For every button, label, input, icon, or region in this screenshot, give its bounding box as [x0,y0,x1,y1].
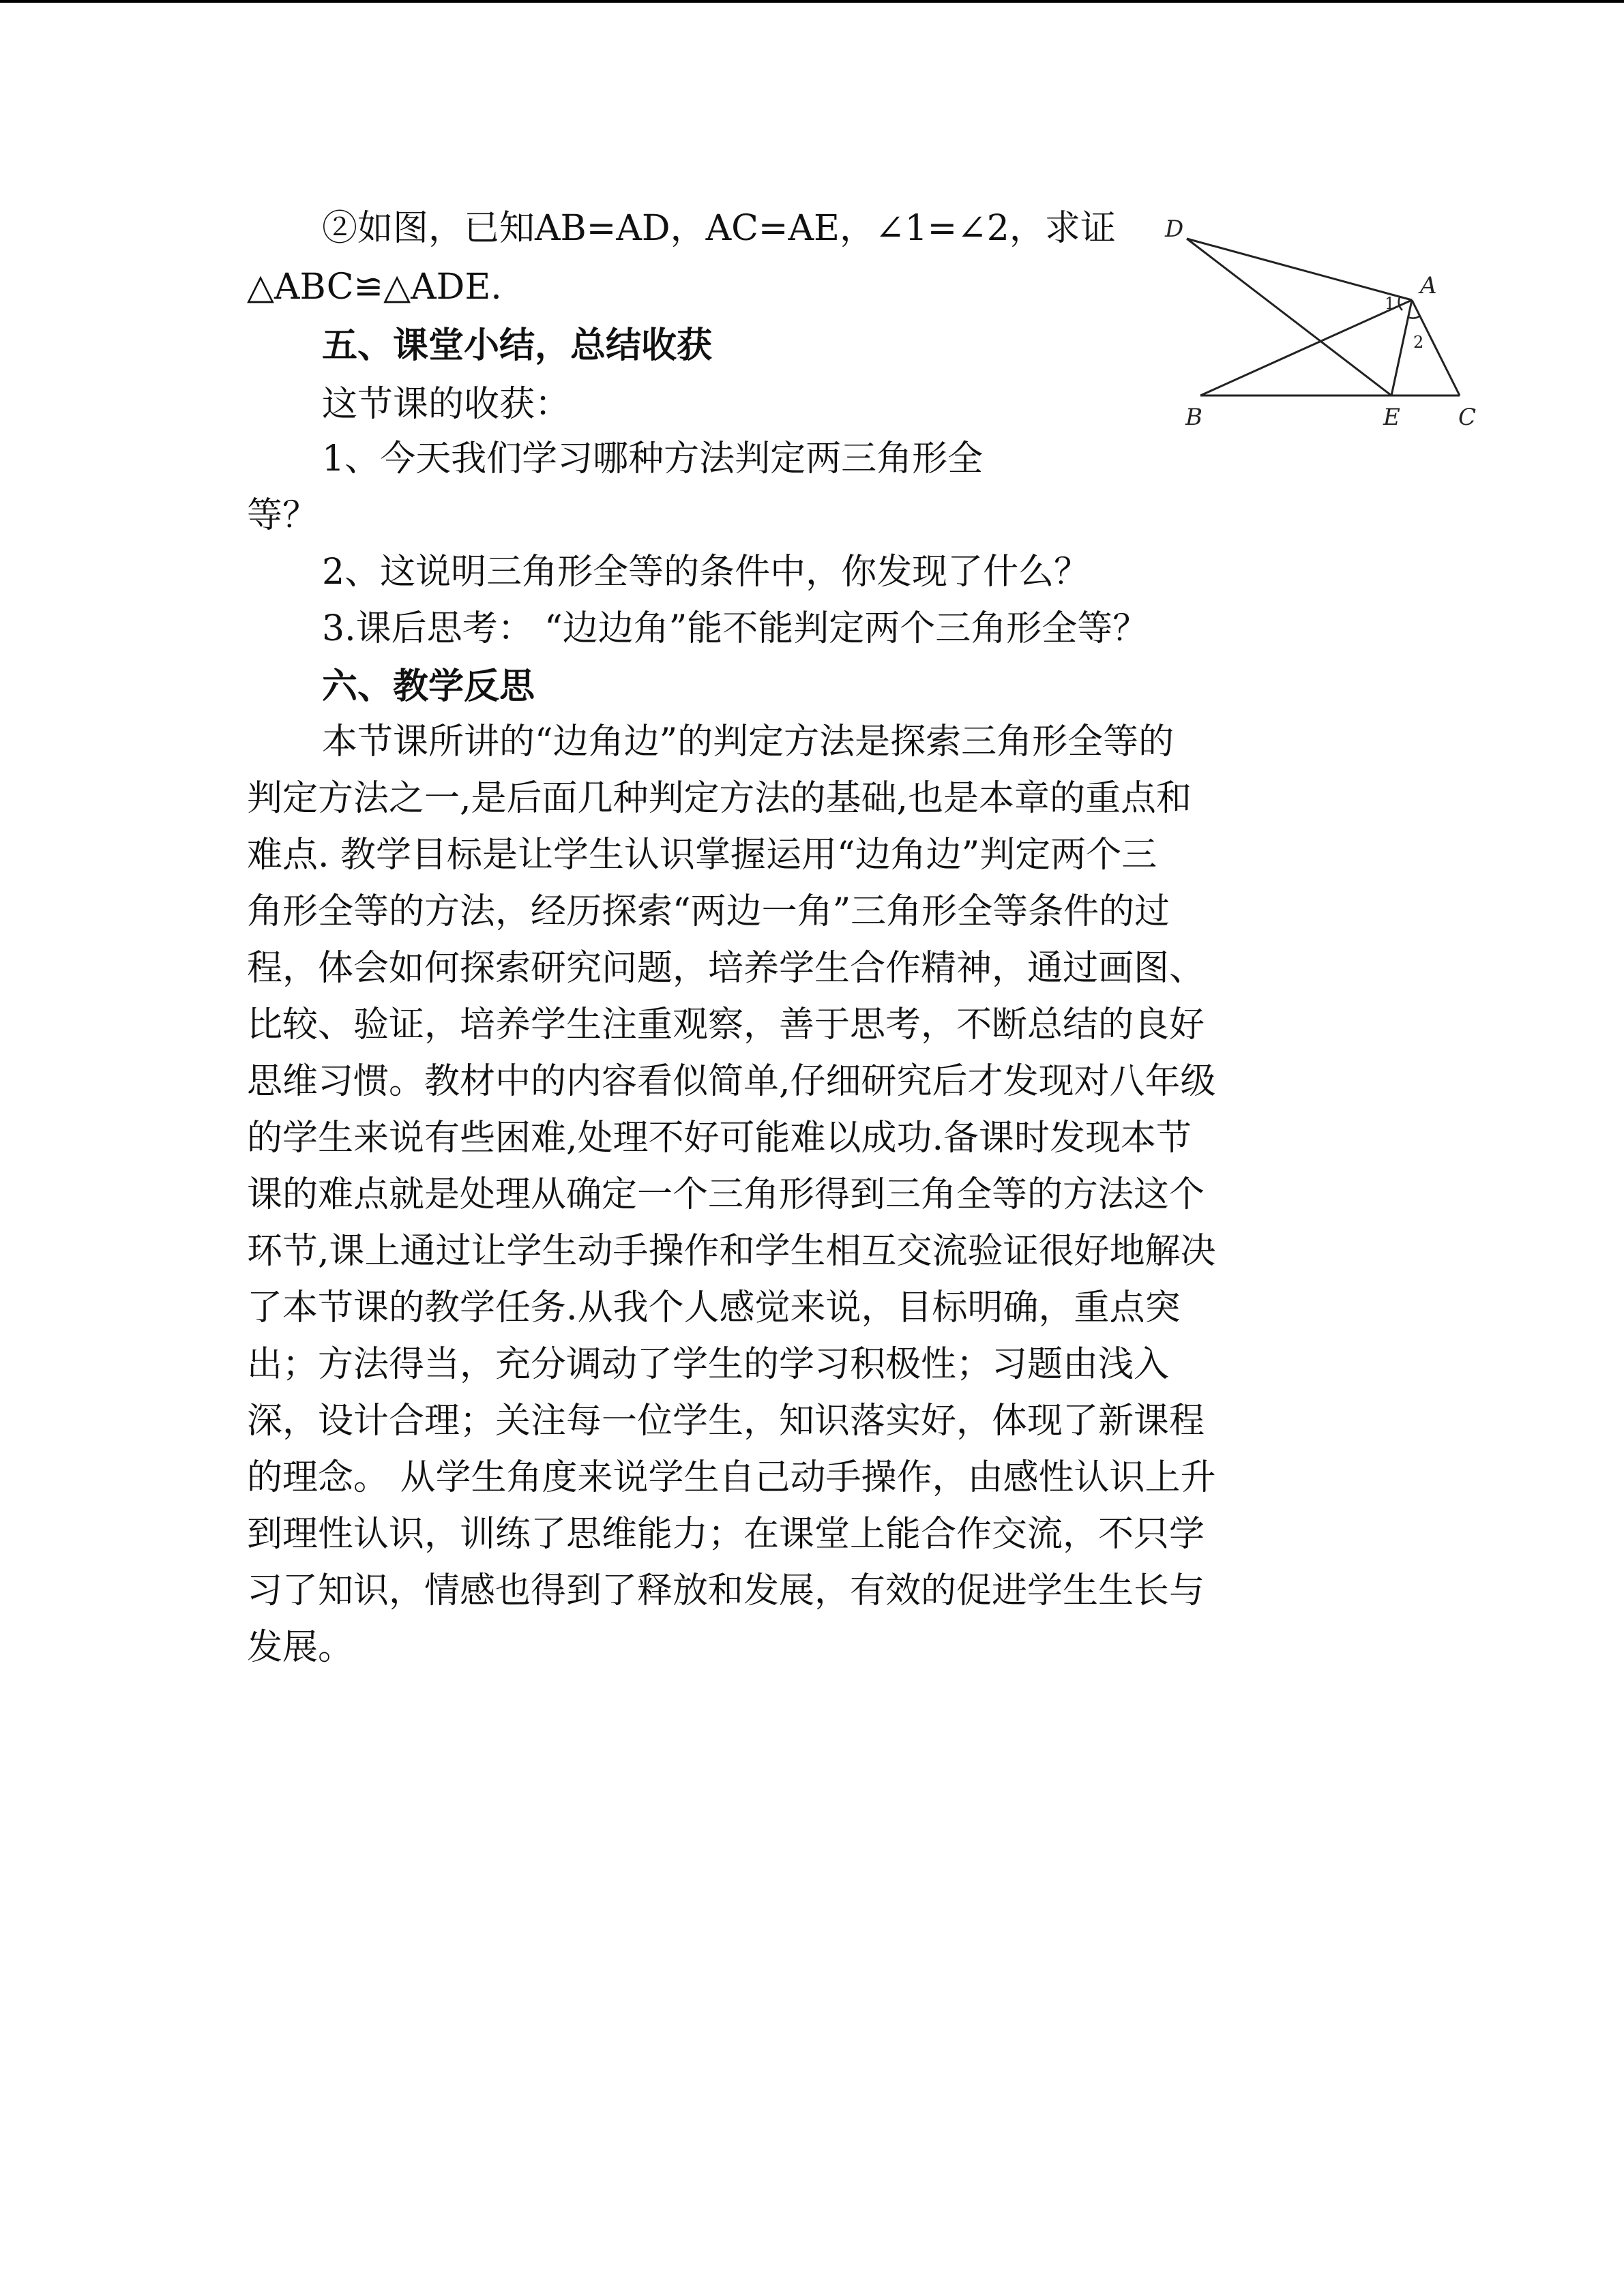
label-B: B [1185,404,1202,431]
section-5-item-2: 2、这说明三角形全等的条件中，你发现了什么？ [322,552,1090,593]
reflection-line-1: 本节课所讲的“边角边”的判定方法是探索三角形全等的 [322,721,1175,762]
segment-AB [1200,300,1412,396]
reflection-line-10: 环节,课上通过让学生动手操作和学生相互交流验证很好地解决 [247,1231,1216,1272]
angle-2-arc [1408,316,1420,318]
reflection-line-14: 的理念。 从学生角度来说学生自己动手操作，由感性认识上升 [247,1457,1216,1498]
section-5-item-3: 3.课后思考： “边边角”能不能判定两个三角形全等？ [322,608,1149,649]
reflection-line-5: 程，体会如何探索研究问题，培养学生合作精神，通过画图、 [247,948,1205,989]
reflection-line-15: 到理性认识，训练了思维能力；在课堂上能合作交流，不只学 [247,1514,1205,1555]
reflection-line-17: 发展。 [247,1627,354,1668]
triangle-figure [1153,208,1487,433]
section-5-heading: 五、课堂小结，总结收获 [322,325,713,366]
label-D: D [1165,215,1184,243]
reflection-line-13: 深，设计合理；关注每一位学生，知识落实好，体现了新课程 [247,1401,1205,1442]
label-E: E [1383,404,1400,431]
section-5-item-1-line-1: 1、今天我们学习哪种方法判定两三角形全 [322,438,984,479]
problem-statement-line-2: △ABC≌△ADE. [247,267,502,308]
reflection-line-6: 比较、验证，培养学生注重观察，善于思考，不断总结的良好 [247,1004,1205,1045]
problem-statement-line-1: ②如图，已知AB=AD，AC=AE，∠1=∠2，求证 [322,208,1116,249]
segment-DA [1187,239,1412,300]
label-angle-2: 2 [1413,333,1424,352]
page-top-border [0,0,1624,3]
reflection-line-8: 的学生来说有些困难,处理不好可能难以成功.备课时发现本节 [247,1118,1192,1159]
label-C: C [1458,404,1477,431]
reflection-line-4: 角形全等的方法，经历探索“两边一角”三角形全等条件的过 [247,891,1170,932]
segment-AE [1391,300,1412,396]
triangle-diagram [1153,208,1487,433]
reflection-line-11: 了本节课的教学任务.从我个人感觉来说，目标明确，重点突 [247,1287,1181,1328]
reflection-line-2: 判定方法之一,是后面几种判定方法的基础,也是本章的重点和 [247,778,1192,819]
section-5-intro: 这节课的收获： [322,384,571,425]
reflection-line-3: 难点. 教学目标是让学生认识掌握运用“边角边”判定两个三 [247,835,1157,876]
segment-DE [1187,239,1391,396]
reflection-line-12: 出；方法得当，充分调动了学生的学习积极性；习题由浅入 [247,1344,1170,1385]
reflection-line-7: 思维习惯。教材中的内容看似简单,仔细研究后才发现对八年级 [247,1061,1216,1102]
reflection-line-9: 课的难点就是处理从确定一个三角形得到三角全等的方法这个 [247,1174,1205,1215]
reflection-line-16: 习了知识，情感也得到了释放和发展，有效的促进学生生长与 [247,1570,1205,1611]
section-6-heading: 六、教学反思 [322,666,535,707]
section-5-item-1-line-2: 等？ [247,495,319,536]
label-angle-1: 1 [1385,294,1396,313]
label-A: A [1420,272,1437,299]
